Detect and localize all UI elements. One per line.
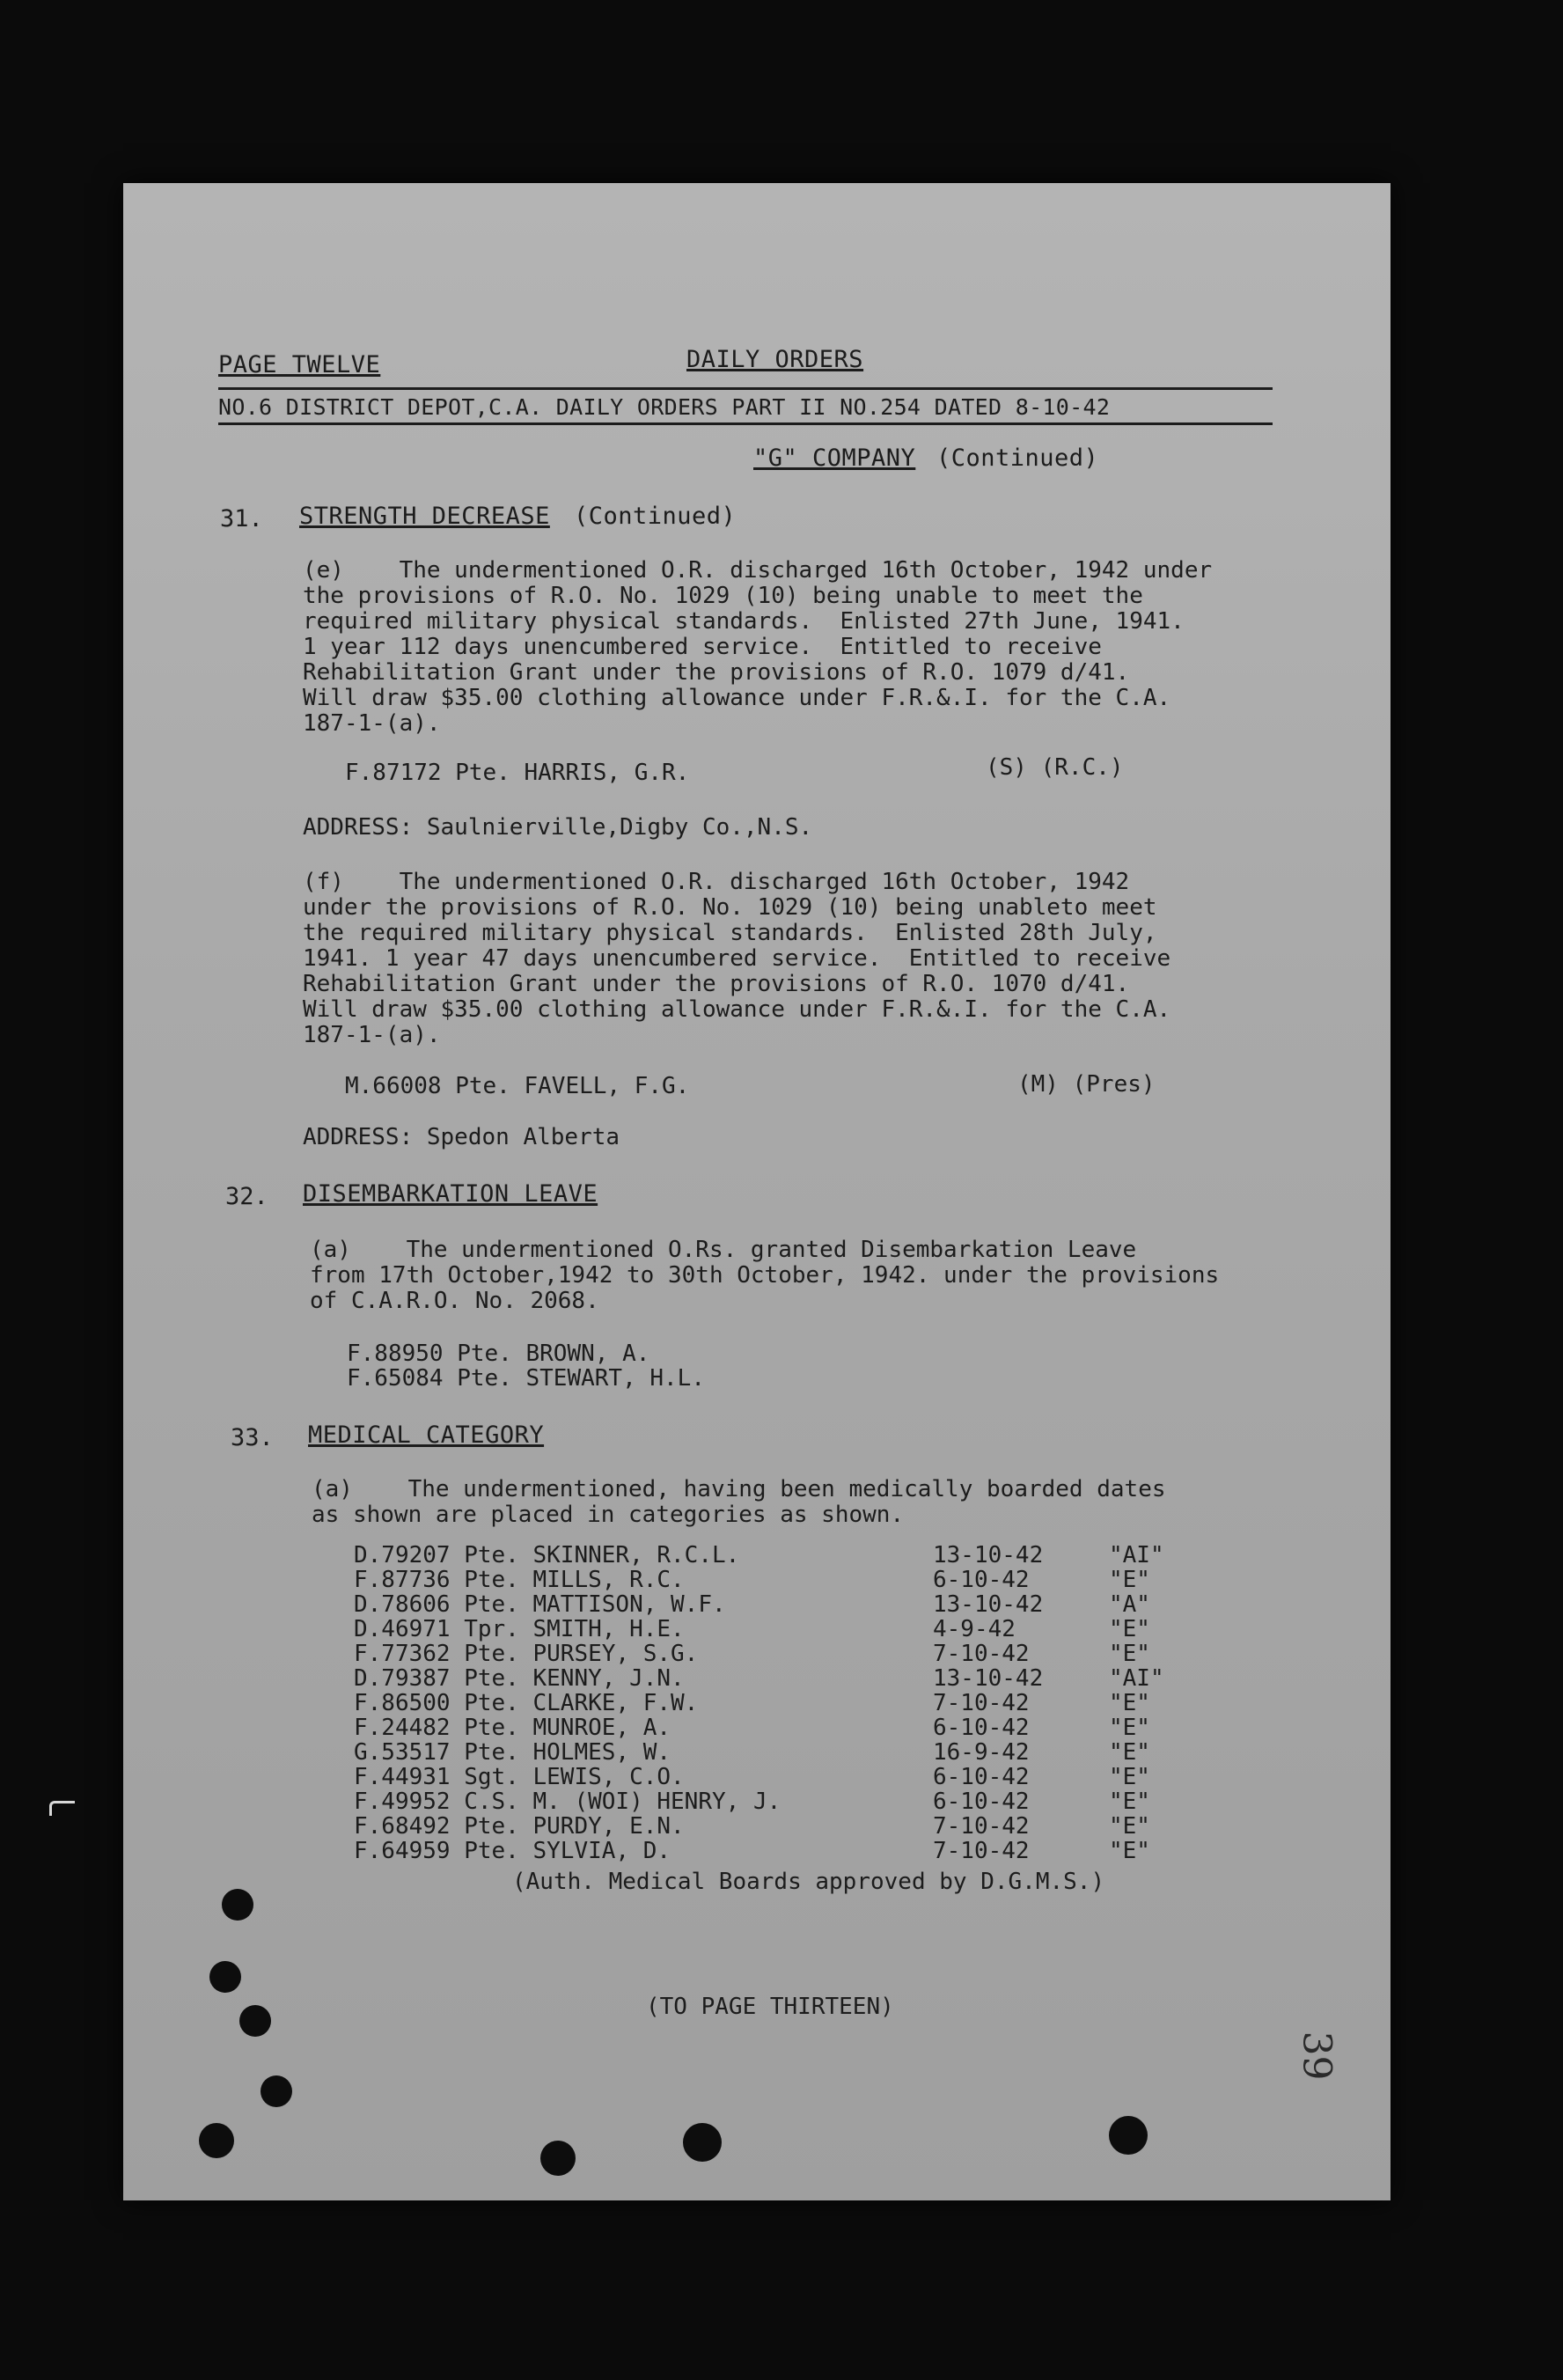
category-cell: "AI" <box>1109 1542 1164 1568</box>
paragraph-e: (e) The undermentioned O.R. discharged 16th October, 1942 under the provisions of R.O. No. 1029 (10) being unable to meet the required military physical standards. Enlisted 27th June, 1941. 1 year 112 days unencumbered service. Entitled to receive Rehabilitation Grant under the provisions of R.O. 1079 d/41. Will draw $35.00 clothing allowance under F.R.&.I. for the C.A. 187-1-(a). <box>303 557 1213 737</box>
punch-hole <box>683 2123 722 2162</box>
name-cell: F.24482 Pte. MUNROE, A. <box>354 1715 671 1741</box>
punch-hole <box>1109 2116 1148 2155</box>
date-cell: 7-10-42 <box>933 1690 1030 1716</box>
punch-hole <box>239 2005 271 2037</box>
category-cell: "E" <box>1109 1789 1150 1815</box>
person-entry: F.65084 Pte. STEWART, H.L. <box>347 1365 705 1392</box>
name-cell: D.79207 Pte. SKINNER, R.C.L. <box>354 1542 740 1568</box>
category-cell: "E" <box>1109 1739 1150 1766</box>
table-row <box>123 1591 1391 1616</box>
table-row <box>123 1764 1391 1789</box>
handwritten-page-number: 39 <box>1294 2031 1339 2081</box>
header-rule-top <box>218 387 1273 390</box>
table-row <box>123 1838 1391 1862</box>
name-cell: F.77362 Pte. PURSEY, S.G. <box>354 1641 699 1667</box>
date-cell: 6-10-42 <box>933 1764 1030 1790</box>
name-cell: F.87736 Pte. MILLS, R.C. <box>354 1567 685 1593</box>
category-cell: "E" <box>1109 1690 1150 1716</box>
date-cell: 7-10-42 <box>933 1641 1030 1667</box>
unit-line: NO.6 DISTRICT DEPOT,C.A. DAILY ORDERS PART II NO.254 DATED 8-10-42 <box>218 394 1111 420</box>
paragraph-a: (a) The undermentioned O.Rs. granted Disembarkation Leave from 17th October,1942 to 30th October, 1942. under the provisions of C.A.R.O. No. 2068. <box>310 1237 1220 1314</box>
section-heading: DISEMBARKATION LEAVE <box>303 1180 598 1208</box>
category-cell: "E" <box>1109 1764 1150 1790</box>
section-number: 32. <box>225 1183 268 1210</box>
name-cell: D.79387 Pte. KENNY, J.N. <box>354 1665 685 1692</box>
authority-note: (Auth. Medical Boards approved by D.G.M.S.) <box>512 1869 1105 1895</box>
punch-hole <box>540 2141 576 2176</box>
date-cell: 4-9-42 <box>933 1616 1016 1642</box>
category-cell: "E" <box>1109 1616 1150 1642</box>
company-heading: "G" COMPANY <box>753 444 916 472</box>
person-tags: (M) (Pres) <box>1017 1071 1156 1098</box>
table-row <box>123 1616 1391 1641</box>
name-cell: F.86500 Pte. CLARKE, F.W. <box>354 1690 699 1716</box>
date-cell: 13-10-42 <box>933 1591 1044 1618</box>
section-heading-suffix: (Continued) <box>574 503 737 530</box>
category-cell: "E" <box>1109 1838 1150 1864</box>
date-cell: 6-10-42 <box>933 1789 1030 1815</box>
section-heading: STRENGTH DECREASE <box>299 503 550 530</box>
section-number: 31. <box>220 505 263 533</box>
person-tags: (S) (R.C.) <box>986 754 1124 781</box>
table-row <box>123 1641 1391 1665</box>
paragraph-a: (a) The undermentioned, having been medically boarded dates as shown are placed in categories as shown. <box>312 1476 1166 1528</box>
person-entry: F.87172 Pte. HARRIS, G.R. <box>345 760 690 786</box>
date-cell: 6-10-42 <box>933 1567 1030 1593</box>
category-cell: "AI" <box>1109 1665 1164 1692</box>
next-page-note: (TO PAGE THIRTEEN) <box>646 1994 894 2020</box>
date-cell: 6-10-42 <box>933 1715 1030 1741</box>
date-cell: 7-10-42 <box>933 1813 1030 1840</box>
category-cell: "E" <box>1109 1641 1150 1667</box>
page-label: PAGE TWELVE <box>218 351 381 378</box>
company-suffix: (Continued) <box>936 444 1099 472</box>
category-cell: "A" <box>1109 1591 1150 1618</box>
category-cell: "E" <box>1109 1567 1150 1593</box>
name-cell: F.68492 Pte. PURDY, E.N. <box>354 1813 685 1840</box>
punch-hole <box>222 1889 253 1921</box>
header-rule-bottom <box>218 422 1273 425</box>
table-row <box>123 1715 1391 1739</box>
table-row <box>123 1567 1391 1591</box>
address-line: ADDRESS: Spedon Alberta <box>303 1124 620 1150</box>
table-row <box>123 1813 1391 1838</box>
date-cell: 13-10-42 <box>933 1542 1044 1568</box>
address-line: ADDRESS: Saulnierville,Digby Co.,N.S. <box>303 814 813 841</box>
category-cell: "E" <box>1109 1813 1150 1840</box>
date-cell: 7-10-42 <box>933 1838 1030 1864</box>
name-cell: F.64959 Pte. SYLVIA, D. <box>354 1838 671 1864</box>
date-cell: 16-9-42 <box>933 1739 1030 1766</box>
person-entry: F.88950 Pte. BROWN, A. <box>347 1341 650 1367</box>
table-row <box>123 1542 1391 1567</box>
paragraph-f: (f) The undermentioned O.R. discharged 16th October, 1942 under the provisions of R.O. No. 1029 (10) being unableto meet the required military physical standards. Enlisted 28th July, 1941. 1 year 47 days unencumbered service. Entitled to receive Rehabilitation Grant under the provisions of R.O. 1070 d/41. Will draw $35.00 clothing allowance under F.R.&.I. for the C.A. 187-1-(a). <box>303 869 1171 1048</box>
name-cell: F.44931 Sgt. LEWIS, C.O. <box>354 1764 685 1790</box>
document-title: DAILY ORDERS <box>686 346 864 373</box>
punch-hole <box>209 1961 241 1993</box>
table-row <box>123 1789 1391 1813</box>
name-cell: G.53517 Pte. HOLMES, W. <box>354 1739 671 1766</box>
date-cell: 13-10-42 <box>933 1665 1044 1692</box>
punch-hole <box>260 2075 292 2107</box>
name-cell: D.78606 Pte. MATTISON, W.F. <box>354 1591 726 1618</box>
table-row <box>123 1739 1391 1764</box>
table-row <box>123 1690 1391 1715</box>
document-page <box>123 183 1391 2200</box>
person-entry: M.66008 Pte. FAVELL, F.G. <box>345 1073 690 1099</box>
section-heading: MEDICAL CATEGORY <box>308 1421 545 1449</box>
name-cell: D.46971 Tpr. SMITH, H.E. <box>354 1616 685 1642</box>
category-cell: "E" <box>1109 1715 1150 1741</box>
punch-hole <box>199 2123 234 2158</box>
name-cell: F.49952 C.S. M. (WOI) HENRY, J. <box>354 1789 782 1815</box>
section-number: 33. <box>231 1424 274 1451</box>
scan-mark <box>49 1801 75 1816</box>
table-row <box>123 1665 1391 1690</box>
